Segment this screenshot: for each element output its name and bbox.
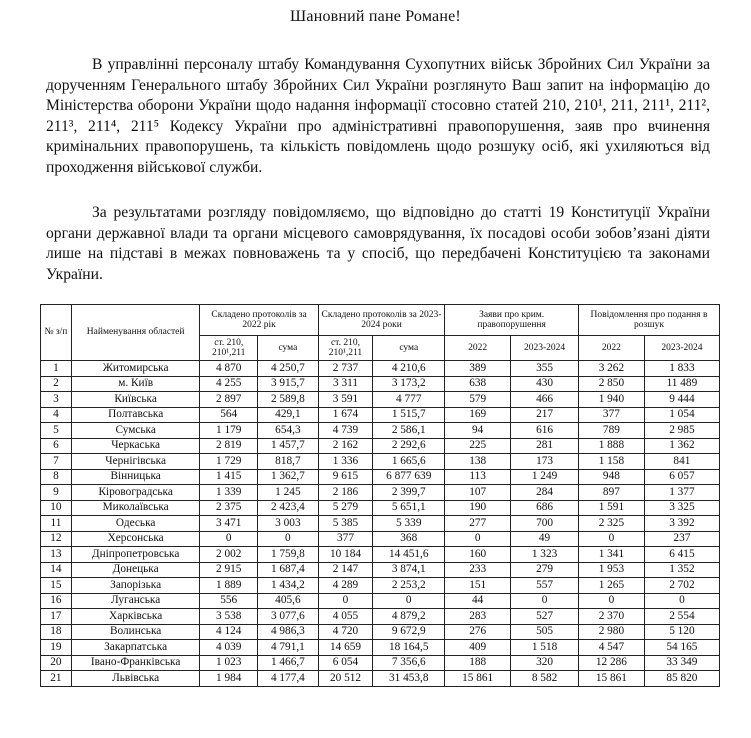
protocols-2023-2024-count-cell: 9 615: [318, 469, 373, 485]
protocols-2023-2024-count-cell: 3 311: [318, 376, 373, 392]
criminal-2023-2024-cell: 320: [511, 655, 579, 671]
protocols-2022-count-cell: 1 984: [200, 671, 258, 687]
row-number-cell: 3: [41, 392, 72, 408]
protocols-2023-2024-count-cell: 2 186: [318, 485, 373, 501]
protocols-2022-count-cell: 1 415: [200, 469, 258, 485]
region-name-cell: Миколаївська: [71, 500, 200, 516]
search-2022-cell: 2 850: [578, 376, 644, 392]
search-2023-2024-cell: 3 392: [644, 516, 719, 532]
criminal-2022-cell: 389: [445, 361, 511, 377]
protocols-2023-2024-count-cell: 4 739: [318, 423, 373, 439]
protocols-2022-count-cell: 1 729: [200, 454, 258, 470]
table-row: [41, 578, 720, 594]
protocols-2022-sum-cell: 1 687,4: [258, 562, 319, 578]
protocols-2022-count-cell: 1 339: [200, 485, 258, 501]
row-number-cell: 11: [41, 516, 72, 532]
criminal-2022-cell: 233: [445, 562, 511, 578]
letter-greeting: Шановний пане Романе!: [290, 8, 461, 25]
search-2022-cell: 1 158: [578, 454, 644, 470]
protocols-2022-sum-cell: 654,3: [258, 423, 319, 439]
search-2023-2024-cell: 6 415: [644, 547, 719, 563]
search-2022-cell: 4 547: [578, 640, 644, 656]
criminal-2023-2024-cell: 686: [511, 500, 579, 516]
search-2023-2024-cell: 33 349: [644, 655, 719, 671]
letter-paragraph-response: За результатами розгляду повідомляємо, що відповідно до статті 19 Конституції України органи державної влади та органи місцевого самоврядування, їх посадові особи зобов’язані діяти лише на підставі в межах повноважень та у спосіб, що передбачені Конституцією та законами України.: [46, 204, 710, 283]
search-2022-cell: 3 262: [578, 361, 644, 377]
criminal-2023-2024-cell: 1 323: [511, 547, 579, 563]
subheader-criminal-2023-2024: 2023-2024: [511, 336, 579, 361]
criminal-2023-2024-cell: 355: [511, 361, 579, 377]
criminal-2023-2024-cell: 284: [511, 485, 579, 501]
criminal-2023-2024-cell: 466: [511, 392, 579, 408]
search-2022-cell: 377: [578, 407, 644, 423]
search-2022-cell: 12 286: [578, 655, 644, 671]
row-number-cell: 1: [41, 361, 72, 377]
row-number-cell: 12: [41, 531, 72, 547]
protocols-2022-sum-cell: 3 003: [258, 516, 319, 532]
criminal-2022-cell: 0: [445, 531, 511, 547]
region-name-cell: Черкаська: [71, 438, 200, 454]
row-number-cell: 21: [41, 671, 72, 687]
protocols-2022-sum-cell: 1 759,8: [258, 547, 319, 563]
protocols-2023-2024-count-cell: 4 289: [318, 578, 373, 594]
protocols-2022-sum-cell: 4 791,1: [258, 640, 319, 656]
row-number-cell: 6: [41, 438, 72, 454]
search-2022-cell: 0: [578, 593, 644, 609]
criminal-2023-2024-cell: 527: [511, 609, 579, 625]
search-2023-2024-cell: 2 554: [644, 609, 719, 625]
criminal-2022-cell: 638: [445, 376, 511, 392]
table-row: [41, 485, 720, 501]
criminal-2023-2024-cell: 173: [511, 454, 579, 470]
region-name-cell: Львівська: [71, 671, 200, 687]
protocols-2023-2024-count-cell: 5 385: [318, 516, 373, 532]
header-region: Найменування областей: [71, 305, 200, 361]
protocols-2022-count-cell: 3 471: [200, 516, 258, 532]
protocols-2023-2024-count-cell: 2 737: [318, 361, 373, 377]
protocols-2022-count-cell: 2 915: [200, 562, 258, 578]
subheader-articles-2023-2024: ст. 210, 210¹,211: [318, 336, 373, 361]
protocols-2022-sum-cell: 4 250,7: [258, 361, 319, 377]
criminal-2022-cell: 107: [445, 485, 511, 501]
search-2022-cell: 1 265: [578, 578, 644, 594]
table-row: [41, 671, 720, 687]
search-2023-2024-cell: 54 165: [644, 640, 719, 656]
search-2023-2024-cell: 1 833: [644, 361, 719, 377]
protocols-2022-sum-cell: 3 077,6: [258, 609, 319, 625]
row-number-cell: 10: [41, 500, 72, 516]
protocols-2023-2024-sum-cell: 2 253,2: [373, 578, 445, 594]
search-2023-2024-cell: 3 325: [644, 500, 719, 516]
search-2023-2024-cell: 2 985: [644, 423, 719, 439]
protocols-2023-2024-sum-cell: 18 164,5: [373, 640, 445, 656]
row-number-cell: 8: [41, 469, 72, 485]
protocols-2022-count-cell: 4 870: [200, 361, 258, 377]
protocols-2022-sum-cell: 429,1: [258, 407, 319, 423]
protocols-2023-2024-sum-cell: 2 399,7: [373, 485, 445, 501]
table-row: [41, 376, 720, 392]
protocols-2023-2024-sum-cell: 368: [373, 531, 445, 547]
protocols-2023-2024-sum-cell: 2 586,1: [373, 423, 445, 439]
criminal-2023-2024-cell: 217: [511, 407, 579, 423]
criminal-2023-2024-cell: 505: [511, 624, 579, 640]
protocols-2023-2024-sum-cell: 6 877 639: [373, 469, 445, 485]
region-name-cell: Чернігівська: [71, 454, 200, 470]
criminal-2022-cell: 283: [445, 609, 511, 625]
protocols-2022-count-cell: 2 819: [200, 438, 258, 454]
region-name-cell: Кіровоградська: [71, 485, 200, 501]
criminal-2022-cell: 160: [445, 547, 511, 563]
criminal-2022-cell: 15 861: [445, 671, 511, 687]
table-row: [41, 454, 720, 470]
search-2022-cell: 1 888: [578, 438, 644, 454]
search-2022-cell: 2 325: [578, 516, 644, 532]
protocols-2023-2024-count-cell: 2 147: [318, 562, 373, 578]
row-number-cell: 2: [41, 376, 72, 392]
table-row: [41, 531, 720, 547]
subheader-criminal-2022: 2022: [445, 336, 511, 361]
protocols-2023-2024-sum-cell: 0: [373, 593, 445, 609]
protocols-2023-2024-sum-cell: 4 777: [373, 392, 445, 408]
header-protocols-2022: Складено протоколів за 2022 рік: [200, 305, 318, 336]
protocols-2023-2024-sum-cell: 9 672,9: [373, 624, 445, 640]
search-2023-2024-cell: 1 362: [644, 438, 719, 454]
search-2023-2024-cell: 85 820: [644, 671, 719, 687]
region-name-cell: Одеська: [71, 516, 200, 532]
row-number-cell: 14: [41, 562, 72, 578]
criminal-2022-cell: 190: [445, 500, 511, 516]
protocols-2022-count-cell: 556: [200, 593, 258, 609]
protocols-2023-2024-sum-cell: 1 665,6: [373, 454, 445, 470]
region-name-cell: Полтавська: [71, 407, 200, 423]
criminal-2023-2024-cell: 1 249: [511, 469, 579, 485]
region-name-cell: Івано-Франківська: [71, 655, 200, 671]
search-2022-cell: 1 940: [578, 392, 644, 408]
protocols-2023-2024-count-cell: 20 512: [318, 671, 373, 687]
criminal-2022-cell: 138: [445, 454, 511, 470]
protocols-2022-count-cell: 1 889: [200, 578, 258, 594]
criminal-2023-2024-cell: 279: [511, 562, 579, 578]
protocols-2023-2024-count-cell: 3 591: [318, 392, 373, 408]
region-name-cell: Дніпропетровська: [71, 547, 200, 563]
header-criminal-reports: Заяви про крим. правопорушення: [445, 305, 579, 336]
table-row: [41, 500, 720, 516]
region-name-cell: м. Київ: [71, 376, 200, 392]
protocols-2022-sum-cell: 1 245: [258, 485, 319, 501]
region-name-cell: Луганська: [71, 593, 200, 609]
criminal-2022-cell: 579: [445, 392, 511, 408]
search-2022-cell: 2 370: [578, 609, 644, 625]
region-name-cell: Житомирська: [71, 361, 200, 377]
search-2023-2024-cell: 237: [644, 531, 719, 547]
protocols-2022-count-cell: 2 002: [200, 547, 258, 563]
search-2023-2024-cell: 11 489: [644, 376, 719, 392]
criminal-2023-2024-cell: 8 582: [511, 671, 579, 687]
subheader-search-2022: 2022: [578, 336, 644, 361]
table-row: [41, 392, 720, 408]
search-2023-2024-cell: 841: [644, 454, 719, 470]
search-2023-2024-cell: 6 057: [644, 469, 719, 485]
search-2022-cell: 1 591: [578, 500, 644, 516]
table-row: [41, 562, 720, 578]
region-name-cell: Волинська: [71, 624, 200, 640]
row-number-cell: 9: [41, 485, 72, 501]
row-number-cell: 15: [41, 578, 72, 594]
table-row: [41, 438, 720, 454]
table-row: [41, 640, 720, 656]
letter-paragraph-request: В управлінні персоналу штабу Командування Сухопутних військ Збройних Сил України за дорученням Генерального штабу Збройних Сил України розглянуто Ваш запит на інформацію до Міністерства оборони України щодо надання інформації стосовно статей 210, 210¹, 211, 211¹, 211², 211³, 211⁴, 211⁵ Кодексу України про адміністративні правопорушення, заяв про вчинення кримінальних правопорушень, та кількість повідомлень щодо розшуку осіб, які ухиляються від проходження військової служби.: [46, 56, 710, 176]
criminal-2022-cell: 409: [445, 640, 511, 656]
search-2023-2024-cell: 1 352: [644, 562, 719, 578]
protocols-2022-count-cell: 2 375: [200, 500, 258, 516]
protocols-2022-count-cell: 4 255: [200, 376, 258, 392]
protocols-2023-2024-count-cell: 4 720: [318, 624, 373, 640]
protocols-2022-sum-cell: 4 177,4: [258, 671, 319, 687]
subheader-search-2023-2024: 2023-2024: [644, 336, 719, 361]
criminal-2023-2024-cell: 49: [511, 531, 579, 547]
criminal-2023-2024-cell: 281: [511, 438, 579, 454]
protocols-2023-2024-count-cell: 6 054: [318, 655, 373, 671]
protocols-2023-2024-sum-cell: 7 356,6: [373, 655, 445, 671]
row-number-cell: 5: [41, 423, 72, 439]
search-2023-2024-cell: 0: [644, 593, 719, 609]
table-row: [41, 469, 720, 485]
row-number-cell: 20: [41, 655, 72, 671]
search-2022-cell: 0: [578, 531, 644, 547]
protocols-2023-2024-sum-cell: 3 173,2: [373, 376, 445, 392]
criminal-2022-cell: 151: [445, 578, 511, 594]
protocols-2023-2024-sum-cell: 3 874,1: [373, 562, 445, 578]
region-name-cell: Вінницька: [71, 469, 200, 485]
region-name-cell: Харківська: [71, 609, 200, 625]
statistics-table: [40, 304, 720, 687]
region-name-cell: Херсонська: [71, 531, 200, 547]
protocols-2022-sum-cell: 3 915,7: [258, 376, 319, 392]
header-search-notices: Повідомлення про подання в розшук: [578, 305, 719, 336]
protocols-2022-sum-cell: 1 466,7: [258, 655, 319, 671]
criminal-2023-2024-cell: 557: [511, 578, 579, 594]
protocols-2022-count-cell: 2 897: [200, 392, 258, 408]
criminal-2022-cell: 94: [445, 423, 511, 439]
protocols-2023-2024-sum-cell: 2 292,6: [373, 438, 445, 454]
criminal-2022-cell: 44: [445, 593, 511, 609]
region-name-cell: Донецька: [71, 562, 200, 578]
search-2022-cell: 1 341: [578, 547, 644, 563]
row-number-cell: 13: [41, 547, 72, 563]
protocols-2023-2024-sum-cell: 5 339: [373, 516, 445, 532]
header-number: № з/п: [41, 305, 72, 361]
protocols-2023-2024-sum-cell: 4 210,6: [373, 361, 445, 377]
protocols-2023-2024-count-cell: 0: [318, 593, 373, 609]
row-number-cell: 4: [41, 407, 72, 423]
subheader-articles-2022: ст. 210, 210¹,211: [200, 336, 258, 361]
table-row: [41, 655, 720, 671]
protocols-2022-sum-cell: 1 434,2: [258, 578, 319, 594]
criminal-2023-2024-cell: 430: [511, 376, 579, 392]
criminal-2022-cell: 276: [445, 624, 511, 640]
table-row: [41, 423, 720, 439]
protocols-2023-2024-sum-cell: 4 879,2: [373, 609, 445, 625]
row-number-cell: 18: [41, 624, 72, 640]
criminal-2023-2024-cell: 700: [511, 516, 579, 532]
row-number-cell: 7: [41, 454, 72, 470]
protocols-2022-count-cell: 4 039: [200, 640, 258, 656]
protocols-2022-count-cell: 564: [200, 407, 258, 423]
criminal-2022-cell: 225: [445, 438, 511, 454]
search-2023-2024-cell: 1 377: [644, 485, 719, 501]
protocols-2022-sum-cell: 1 362,7: [258, 469, 319, 485]
protocols-2023-2024-count-cell: 10 184: [318, 547, 373, 563]
table-row: [41, 547, 720, 563]
protocols-2022-count-cell: 3 538: [200, 609, 258, 625]
subheader-sum-2023-2024: сума: [373, 336, 445, 361]
criminal-2023-2024-cell: 616: [511, 423, 579, 439]
table-row: [41, 407, 720, 423]
region-name-cell: Запорізька: [71, 578, 200, 594]
criminal-2022-cell: 113: [445, 469, 511, 485]
protocols-2023-2024-count-cell: 1 336: [318, 454, 373, 470]
criminal-2023-2024-cell: 1 518: [511, 640, 579, 656]
protocols-2023-2024-sum-cell: 31 453,8: [373, 671, 445, 687]
protocols-2022-sum-cell: 0: [258, 531, 319, 547]
protocols-2022-sum-cell: 818,7: [258, 454, 319, 470]
protocols-2022-count-cell: 1 179: [200, 423, 258, 439]
table-body: [41, 361, 720, 687]
protocols-2022-sum-cell: 405,6: [258, 593, 319, 609]
protocols-2023-2024-sum-cell: 5 651,1: [373, 500, 445, 516]
search-2022-cell: 948: [578, 469, 644, 485]
protocols-2022-sum-cell: 4 986,3: [258, 624, 319, 640]
protocols-2023-2024-count-cell: 377: [318, 531, 373, 547]
protocols-2022-sum-cell: 2 589,8: [258, 392, 319, 408]
table-row: [41, 516, 720, 532]
header-protocols-2023-2024: Складено протоколів за 2023-2024 роки: [318, 305, 445, 336]
search-2023-2024-cell: 1 054: [644, 407, 719, 423]
region-name-cell: Сумська: [71, 423, 200, 439]
criminal-2023-2024-cell: 0: [511, 593, 579, 609]
table-row: [41, 624, 720, 640]
table-row: [41, 593, 720, 609]
search-2022-cell: 1 953: [578, 562, 644, 578]
protocols-2023-2024-count-cell: 4 055: [318, 609, 373, 625]
protocols-2022-sum-cell: 2 423,4: [258, 500, 319, 516]
table-row: [41, 361, 720, 377]
criminal-2022-cell: 169: [445, 407, 511, 423]
protocols-2022-count-cell: 4 124: [200, 624, 258, 640]
search-2023-2024-cell: 5 120: [644, 624, 719, 640]
row-number-cell: 19: [41, 640, 72, 656]
row-number-cell: 16: [41, 593, 72, 609]
protocols-2023-2024-sum-cell: 1 515,7: [373, 407, 445, 423]
row-number-cell: 17: [41, 609, 72, 625]
search-2022-cell: 15 861: [578, 671, 644, 687]
subheader-sum-2022: сума: [258, 336, 319, 361]
criminal-2022-cell: 188: [445, 655, 511, 671]
criminal-2022-cell: 277: [445, 516, 511, 532]
search-2022-cell: 789: [578, 423, 644, 439]
protocols-2023-2024-count-cell: 1 674: [318, 407, 373, 423]
search-2022-cell: 897: [578, 485, 644, 501]
region-name-cell: Київська: [71, 392, 200, 408]
search-2023-2024-cell: 9 444: [644, 392, 719, 408]
search-2022-cell: 2 980: [578, 624, 644, 640]
search-2023-2024-cell: 2 702: [644, 578, 719, 594]
protocols-2023-2024-count-cell: 2 162: [318, 438, 373, 454]
protocols-2022-count-cell: 1 023: [200, 655, 258, 671]
protocols-2022-sum-cell: 1 457,7: [258, 438, 319, 454]
protocols-2023-2024-count-cell: 14 659: [318, 640, 373, 656]
table-row: [41, 609, 720, 625]
protocols-2022-count-cell: 0: [200, 531, 258, 547]
region-name-cell: Закарпатська: [71, 640, 200, 656]
protocols-2023-2024-count-cell: 5 279: [318, 500, 373, 516]
protocols-2023-2024-sum-cell: 14 451,6: [373, 547, 445, 563]
